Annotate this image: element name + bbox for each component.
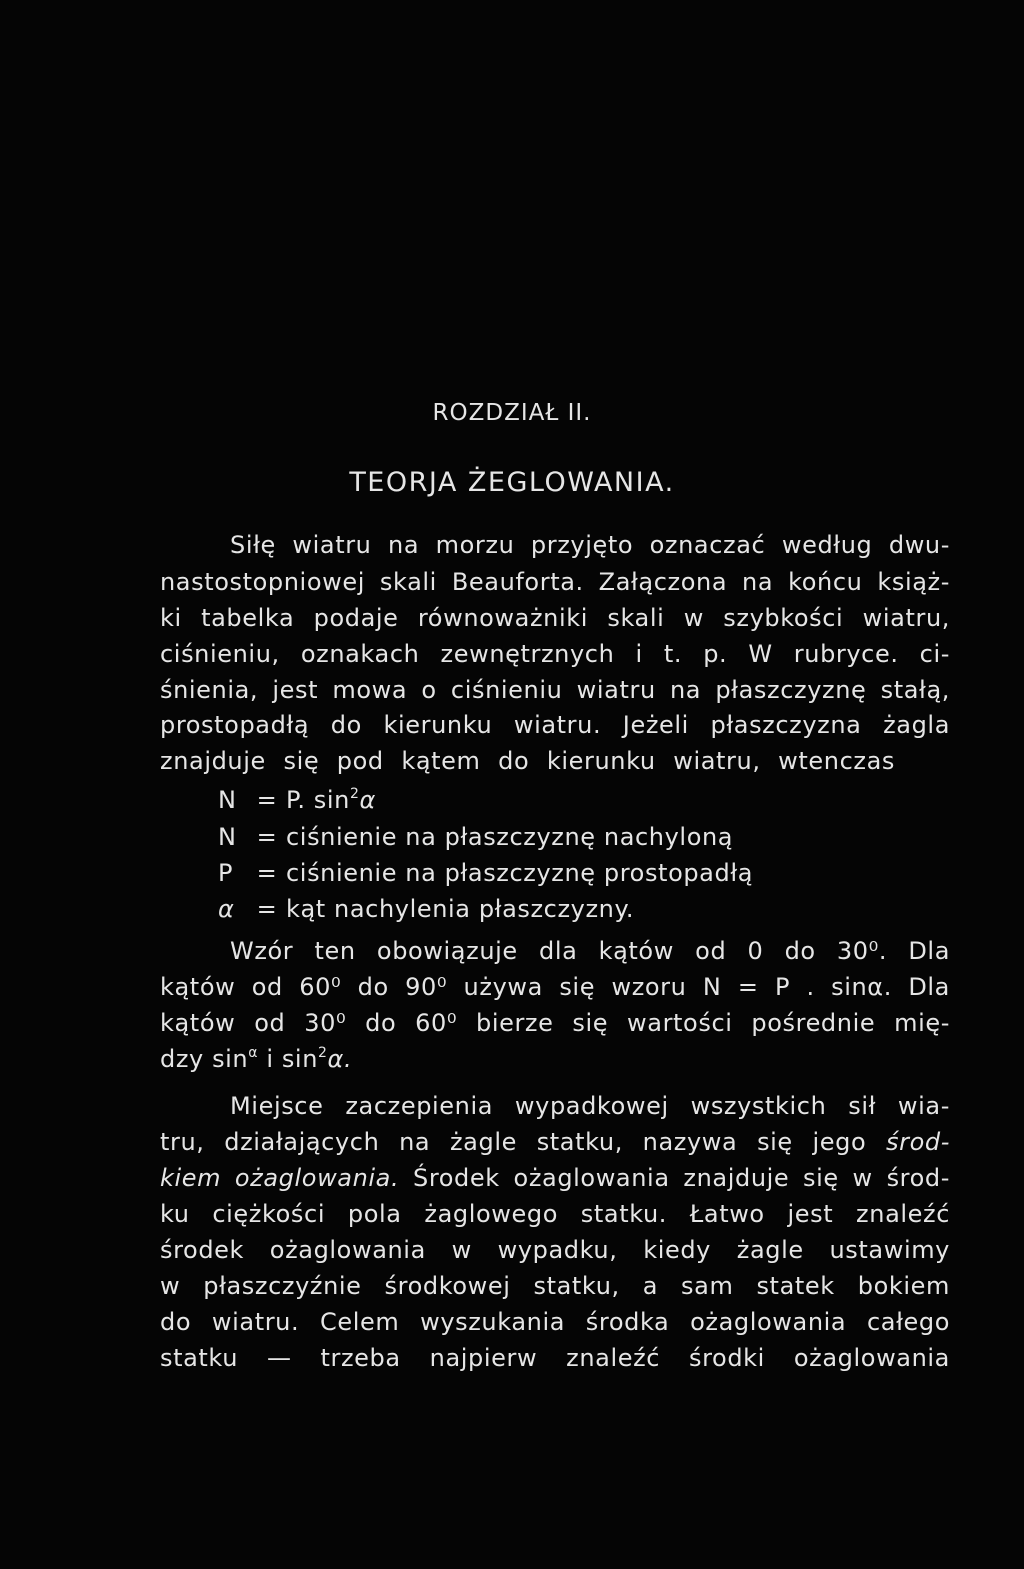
main-formula [218, 785, 838, 815]
text-line: kątów od 60⁰ do 90⁰ używa się wzoru N = P . sinα. Dla [160, 973, 950, 1001]
formula-lhs: N [218, 786, 237, 814]
text-emphasis: środ- [886, 1128, 950, 1156]
chapter-heading: ROZDZIAŁ II. [432, 400, 592, 426]
definition-text: ciśnienie na płaszczyznę nachyloną [286, 823, 734, 851]
text-line: prostopadłą do kierunku wiatru. Jeżeli płaszczyzna żagla [160, 711, 950, 739]
definition-equals: = [256, 895, 278, 923]
formula-rhs: P. sin [286, 786, 350, 814]
text-line: Siłę wiatru na morzu przyjęto oznaczać według dwu- [230, 531, 950, 559]
text-fragment: α. [327, 1045, 353, 1073]
text-line: statku — trzeba najpierw znaleźć środki ożaglowania [160, 1344, 950, 1372]
text-line: Miejsce zaczepienia wypadkowej wszystkich sił wia- [230, 1092, 950, 1120]
text-line: znajduje się pod kątem do kierunku wiatru, wtenczas [160, 747, 895, 775]
text-line: kątów od 30⁰ do 60⁰ bierze się wartości pośrednie mię- [160, 1009, 950, 1037]
text-line [160, 1163, 950, 1193]
text-line [160, 1127, 950, 1157]
definition-equals: = [256, 859, 278, 887]
definition-symbol: α [218, 895, 235, 923]
text-line: śnienia, jest mowa o ciśnieniu wiatru na płaszczyznę stałą, [160, 676, 950, 704]
text-fragment: dzy sin [160, 1045, 249, 1073]
text-line: środek ożaglowania w wypadku, kiedy żagle ustawimy [160, 1236, 950, 1264]
text-line [160, 1044, 950, 1074]
text-line: Wzór ten obowiązuje dla kątów od 0 do 30⁰. Dla [230, 937, 950, 965]
formula-definition [218, 822, 838, 852]
text-superscript: α [248, 1045, 259, 1061]
text-line: ku ciężkości pola żaglowego statku. Łatwo jest znaleźć [160, 1200, 950, 1228]
definition-symbol: N [218, 823, 237, 851]
definition-text: ciśnienie na płaszczyznę prostopadłą [286, 859, 754, 887]
text-fragment: tru, działających na żagle statku, nazywa się jego [160, 1128, 887, 1156]
text-line: nastostopniowej skali Beauforta. Załączona na końcu książ- [160, 568, 950, 596]
text-fragment: i sin [258, 1045, 319, 1073]
text-fragment: Środek ożaglowania znajduje się w środ- [399, 1164, 950, 1192]
text-line: ciśnieniu, oznakach zewnętrznych i t. p. W rubryce. ci- [160, 640, 950, 668]
page-title: TEORJA ŻEGLOWANIA. [349, 467, 675, 498]
formula-definition [218, 894, 838, 924]
definition-equals: = [256, 823, 278, 851]
formula-equals: = [256, 786, 278, 814]
text-line: do wiatru. Celem wyszukania środka ożaglowania całego [160, 1308, 950, 1336]
text-line: ki tabelka podaje równoważniki skali w szybkości wiatru, [160, 604, 950, 632]
formula-exponent: 2 [349, 786, 360, 802]
formula-variable: α [359, 786, 376, 814]
text-emphasis: kiem ożaglowania. [160, 1164, 400, 1192]
text-line: w płaszczyźnie środkowej statku, a sam statek bokiem [160, 1272, 950, 1300]
definition-symbol: P [218, 859, 234, 887]
definition-text: kąt nachylenia płaszczyzny. [286, 895, 635, 923]
formula-definition [218, 858, 838, 888]
text-superscript: 2 [318, 1045, 328, 1061]
